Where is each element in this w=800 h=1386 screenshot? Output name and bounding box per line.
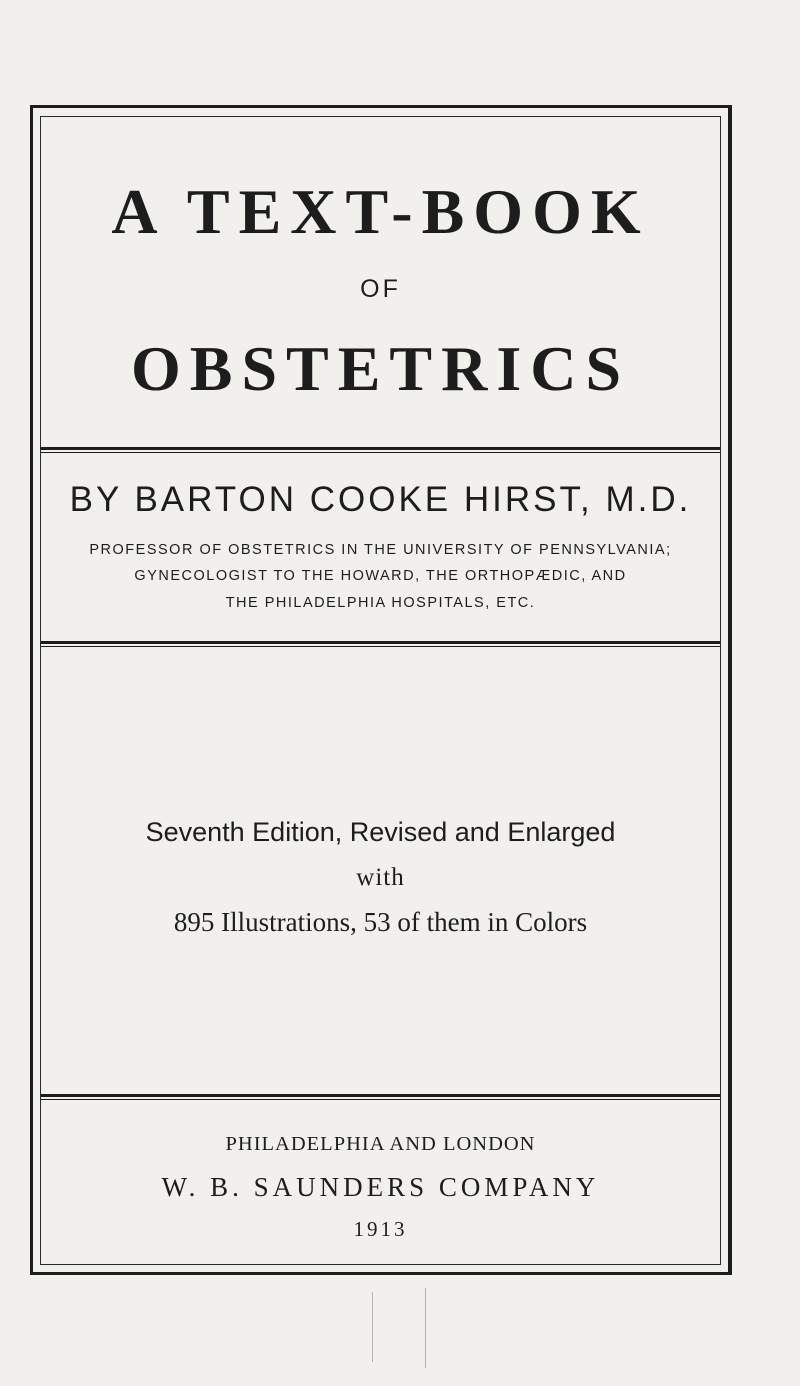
title-page-inner-frame: [40, 116, 721, 1265]
author-byline: BY BARTON COOKE HIRST, M.D.: [69, 480, 692, 519]
pencil-mark: [425, 1288, 426, 1368]
book-title-line1: A TEXT-BOOK: [111, 176, 650, 247]
divider-rule-2: [41, 641, 720, 647]
book-title-line2: OF: [360, 275, 401, 303]
author-affiliation-line1: PROFESSOR OF OBSTETRICS IN THE UNIVERSITY OF PENNSYLVANIA;: [89, 542, 672, 558]
publication-year: 1913: [353, 1217, 408, 1241]
divider-rule-1: [41, 447, 720, 453]
author-affiliation-line2: GYNECOLOGIST TO THE HOWARD, THE ORTHOPÆDIC, AND: [134, 568, 627, 584]
pencil-mark: [372, 1292, 373, 1362]
divider-rule-3: [41, 1094, 720, 1100]
edition-statement: Seventh Edition, Revised and Enlarged: [145, 817, 616, 847]
illustrations-statement: 895 Illustrations, 53 of them in Colors: [173, 907, 588, 937]
title-page-outer-frame: [30, 105, 732, 1275]
publisher-name: W. B. SAUNDERS COMPANY: [161, 1172, 600, 1202]
publisher-places: PHILADELPHIA AND LONDON: [225, 1133, 536, 1155]
edition-with: with: [356, 864, 405, 891]
author-affiliation-line3: THE PHILADELPHIA HOSPITALS, ETC.: [225, 595, 536, 611]
book-title-line3: OBSTETRICS: [130, 333, 631, 404]
